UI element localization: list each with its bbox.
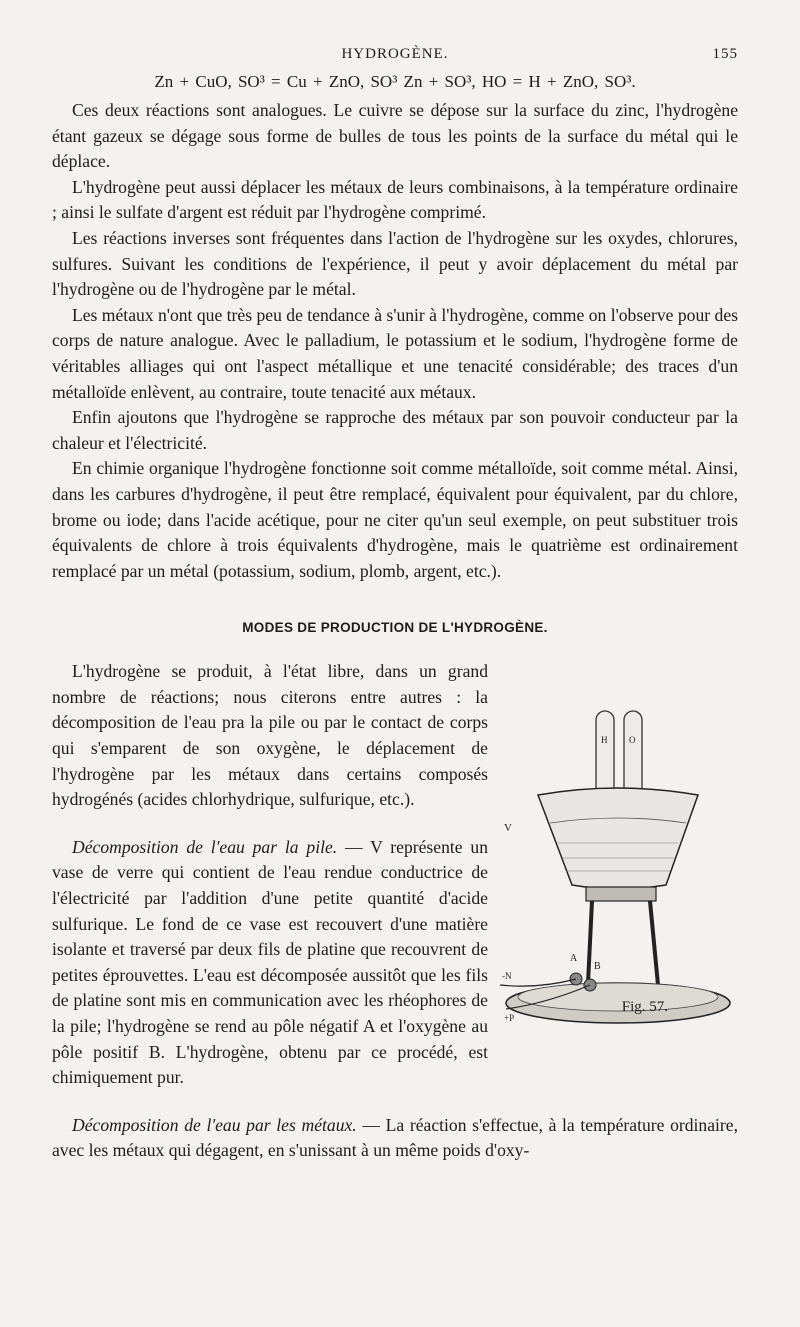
label-o: O [629, 735, 636, 746]
paragraph-metaux [52, 1113, 738, 1164]
subheading-metaux: Décomposition de l'eau par les métaux. [72, 1114, 357, 1135]
running-title: HYDROGÈNE. [341, 46, 449, 62]
section-heading: MODES DE PRODUCTION DE L'HYDROGÈNE. [242, 620, 548, 636]
paragraph: Les métaux n'ont que très peu de tendance à s'unir à l'hydrogène, comme on l'observe pour des corps de nature analogue. Avec le palladium, le potassium et le sodium, l'hydrogène forme de véritables alliages qui ont l'aspect métallique et une tenacité considérable; des traces d'un métalloïde enlèvent, au contraire, toute tenacité aux métaux. [52, 304, 738, 402]
electrolysis-apparatus-illustration [498, 703, 738, 1033]
paragraph-text: — La réaction s'effectue, à la température ordinaire, avec les métaux qui dégagent, en s'unissant à un même poids d'oxy- [52, 1114, 738, 1161]
subheading-pile: Décomposition de l'eau par la pile. [72, 836, 338, 857]
paragraph-pile [52, 835, 488, 1091]
page [52, 46, 738, 1164]
paragraph: En chimie organique l'hydrogène fonctionne soit comme métalloïde, soit comme métal. Ainsi, dans les carbures d'hydrogène, il peut être remplacé, équivalent pour équivalent, par du chlore, brome ou iode; dans l'acide acétique, pour ne citer qu'un seul exemple, on peut substituer trois équivalents de chlore à trois équivalents d'hydrogène, mais le quatrième est ordinairement remplacé par un métal (potassium, sodium, plomb, argent, etc.). [52, 458, 738, 581]
label-b: B [594, 961, 601, 973]
label-h: H [601, 735, 608, 746]
paragraph: L'hydrogène peut aussi déplacer les métaux de leurs combinaisons, à la température ordinaire ; ainsi le sulfate d'argent est réduit par l'hydrogène comprimé. [52, 176, 738, 223]
label-pos: +P [504, 1013, 515, 1024]
label-a: A [570, 953, 578, 965]
figure-wrap-block [52, 659, 738, 1091]
paragraph: L'hydrogène se produit, à l'état libre, dans un grand nombre de réactions; nous citerons entre autres : la décomposition de l'eau pra la pile ou par le contact de corps qui s'emparent de son oxygène, le déplacement de l'hydrogène par les métaux dans certains composés hydrogénés (acides chlorhydrique, sulfurique, etc.). [52, 661, 488, 810]
label-neg: -N [502, 971, 512, 982]
running-head [52, 46, 738, 70]
equation-line: Zn + CuO, SO³ = Cu + ZnO, SO³ Zn + SO³, HO = H + ZnO, SO³. [154, 72, 636, 91]
paragraph: Ces deux réactions sont analogues. Le cuivre se dépose sur la surface du zinc, l'hydrogène étant gazeux se dégage sous forme de bulles de tous les points de la surface du métal qui le déplace. [52, 100, 738, 172]
paragraph-text: — V représente un vase de verre qui contient de l'eau rendue conductrice de l'électricité par l'addition d'une petite quantité d'acide sulfurique. Le fond de ce vase est recouvert d'une matière isolante et traversé par deux fils de platine que recouvrent de petites éprouvettes. L'eau est décomposée aussitôt que les fils de platine sont mis en communication avec les rhéophores de la pile; l'hydrogène se rend au pôle négatif A et l'oxygène au pôle positif B. L'hydrogène, obtenu par ce procédé, est chimiquement pur. [52, 836, 488, 1088]
paragraph: Les réactions inverses sont fréquentes dans l'action de l'hydrogène sur les oxydes, chlorures, sulfures. Suivant les conditions de l'expérience, il peut y avoir déplacement du métal par l'hydrogène ou de l'hydrogène par le métal. [52, 227, 738, 300]
label-v: V [504, 822, 512, 835]
paragraph: Enfin ajoutons que l'hydrogène se rapproche des métaux par son pouvoir conducteur par la chaleur et l'électricité. [52, 407, 738, 453]
figure-caption: Fig. 57. [621, 999, 668, 1016]
page-number: 155 [712, 46, 738, 62]
